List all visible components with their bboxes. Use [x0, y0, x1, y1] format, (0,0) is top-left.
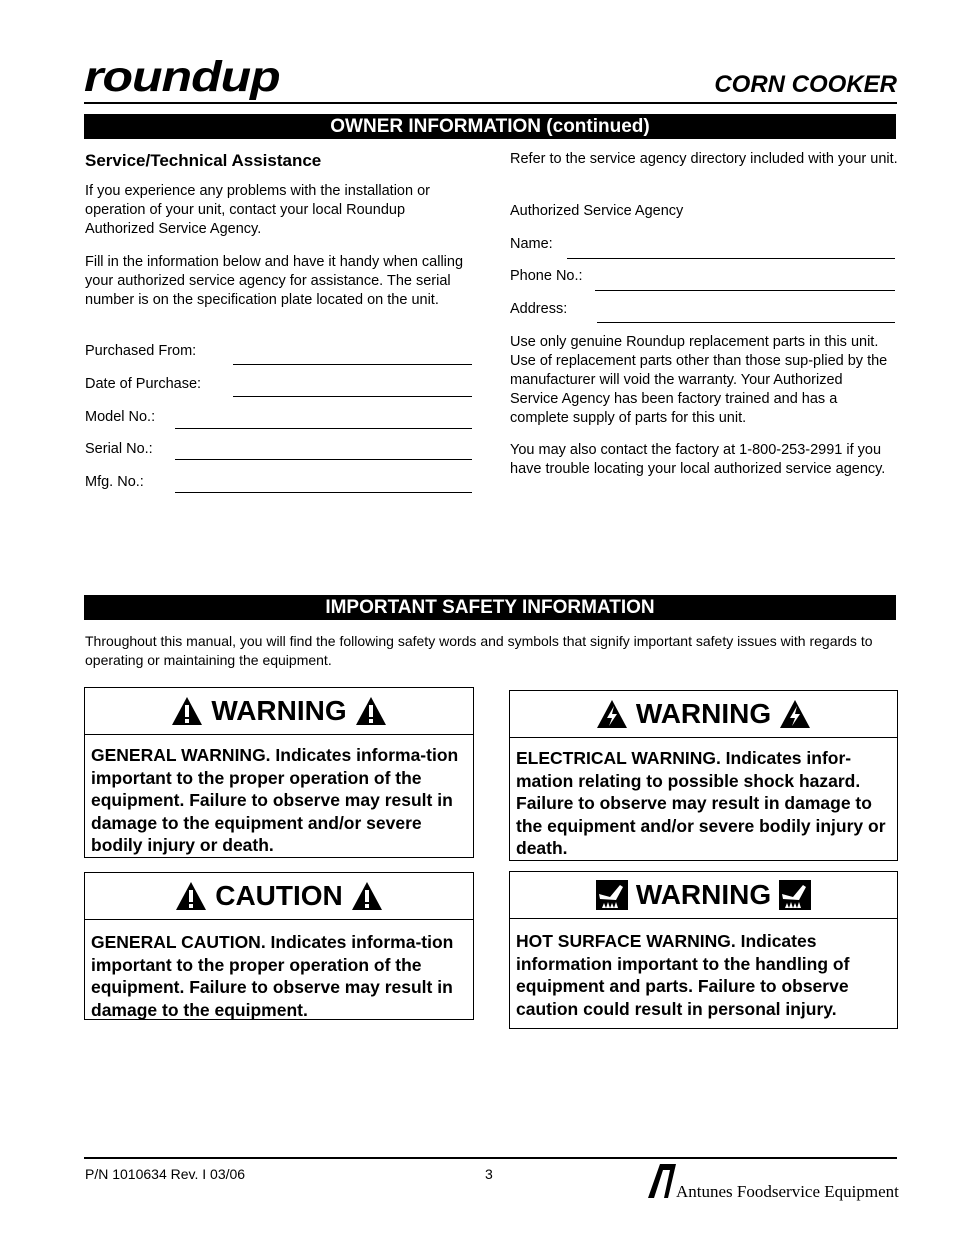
- serial-no-field[interactable]: [175, 459, 472, 460]
- field-label: Mfg. No.:: [85, 474, 144, 490]
- warning-triangle-icon: [351, 881, 383, 911]
- box-text: HOT SURFACE WARNING. Indicates information important to the handling of equipment and parts. Failure to observe caution could result in personal injury.: [516, 931, 850, 1019]
- hot-surface-icon: [779, 880, 811, 910]
- page-title: CORN COOKER: [714, 71, 897, 98]
- electrical-warning-box: [509, 690, 898, 861]
- box-text: GENERAL WARNING. Indicates informa-tion important to the proper operation of the equipment. Failure to observe may result in damage to the equipment and/or severe bodily injury or death.: [91, 745, 459, 855]
- mfg-no-field[interactable]: [175, 492, 472, 493]
- parts-paragraph: Use only genuine Roundup replacement parts in this unit. Use of replacement parts other than those sup-plied by the manufacturer will void the warranty. Your Authorized Service Agency has been factory trained and has a complete supply of parts for this unit.: [510, 334, 888, 426]
- purchased-from-field[interactable]: [233, 364, 472, 365]
- warning-triangle-icon: [355, 696, 387, 726]
- service-paragraph: If you experience any problems with the installation or operation of your unit, contact your local Roundup Authorized Service Agency.: [85, 183, 430, 237]
- company-name: Antunes Foodservice Equipment: [676, 1182, 899, 1201]
- roundup-logo: roundup: [84, 52, 280, 101]
- box-label: WARNING: [635, 879, 772, 910]
- field-label: Model No.:: [85, 409, 156, 425]
- warning-triangle-icon: [175, 881, 207, 911]
- agency-name-field[interactable]: [567, 258, 895, 259]
- field-label: Purchased From:: [85, 343, 197, 359]
- safety-intro: Throughout this manual, you will find the following safety words and symbols that signify important safety issues with regards to operating or maintaining the equipment.: [85, 633, 873, 668]
- fill-in-paragraph: Fill in the information below and have it handy when calling your authorized service agency for assistance. The serial number is on the specification plate located on the unit.: [85, 254, 464, 308]
- field-label: Address:: [510, 301, 568, 317]
- agency-phone-field[interactable]: [595, 290, 895, 291]
- model-no-field[interactable]: [175, 428, 472, 429]
- box-label: WARNING: [635, 698, 772, 729]
- agency-address-field[interactable]: [597, 322, 895, 323]
- antunes-logo-icon: [646, 1160, 678, 1200]
- electrical-hazard-icon: [779, 699, 811, 729]
- service-heading: Service/Technical Assistance: [85, 151, 322, 170]
- header-rule: [84, 102, 897, 104]
- box-text: ELECTRICAL WARNING. Indicates infor-mation relating to possible shock hazard. Failure to observe may result in damage to the equipment and/or severe bodily injury or death.: [516, 748, 886, 858]
- box-label: CAUTION: [215, 880, 343, 911]
- box-label: WARNING: [211, 695, 347, 726]
- part-number: P/N 1010634 Rev. I 03/06: [85, 1166, 246, 1182]
- electrical-hazard-icon: [596, 699, 628, 729]
- hot-surface-warning-box: [509, 871, 898, 1029]
- general-warning-box: [84, 687, 474, 858]
- safety-info-bar: IMPORTANT SAFETY INFORMATION: [84, 595, 896, 620]
- field-label: Phone No.:: [510, 268, 583, 284]
- owner-info-bar: OWNER INFORMATION (continued): [84, 114, 896, 139]
- field-label: Date of Purchase:: [85, 376, 202, 392]
- agency-heading: Authorized Service Agency: [510, 203, 684, 219]
- footer-rule: [84, 1157, 897, 1159]
- field-label: Serial No.:: [85, 441, 153, 457]
- general-caution-box: [84, 872, 474, 1020]
- field-label: Name:: [510, 236, 553, 252]
- directory-paragraph: Refer to the service agency directory included with your unit.: [510, 151, 898, 167]
- box-text: GENERAL CAUTION. Indicates informa-tion important to the proper operation of the equipment. Failure to observe may result in damage to the equipment.: [91, 932, 454, 1020]
- date-of-purchase-field[interactable]: [233, 396, 472, 397]
- hot-surface-icon: [596, 880, 628, 910]
- warning-triangle-icon: [171, 696, 203, 726]
- factory-paragraph: You may also contact the factory at 1-800-253-2991 if you have trouble locating your local authorized service agency.: [510, 442, 886, 477]
- page-number: 3: [485, 1166, 493, 1182]
